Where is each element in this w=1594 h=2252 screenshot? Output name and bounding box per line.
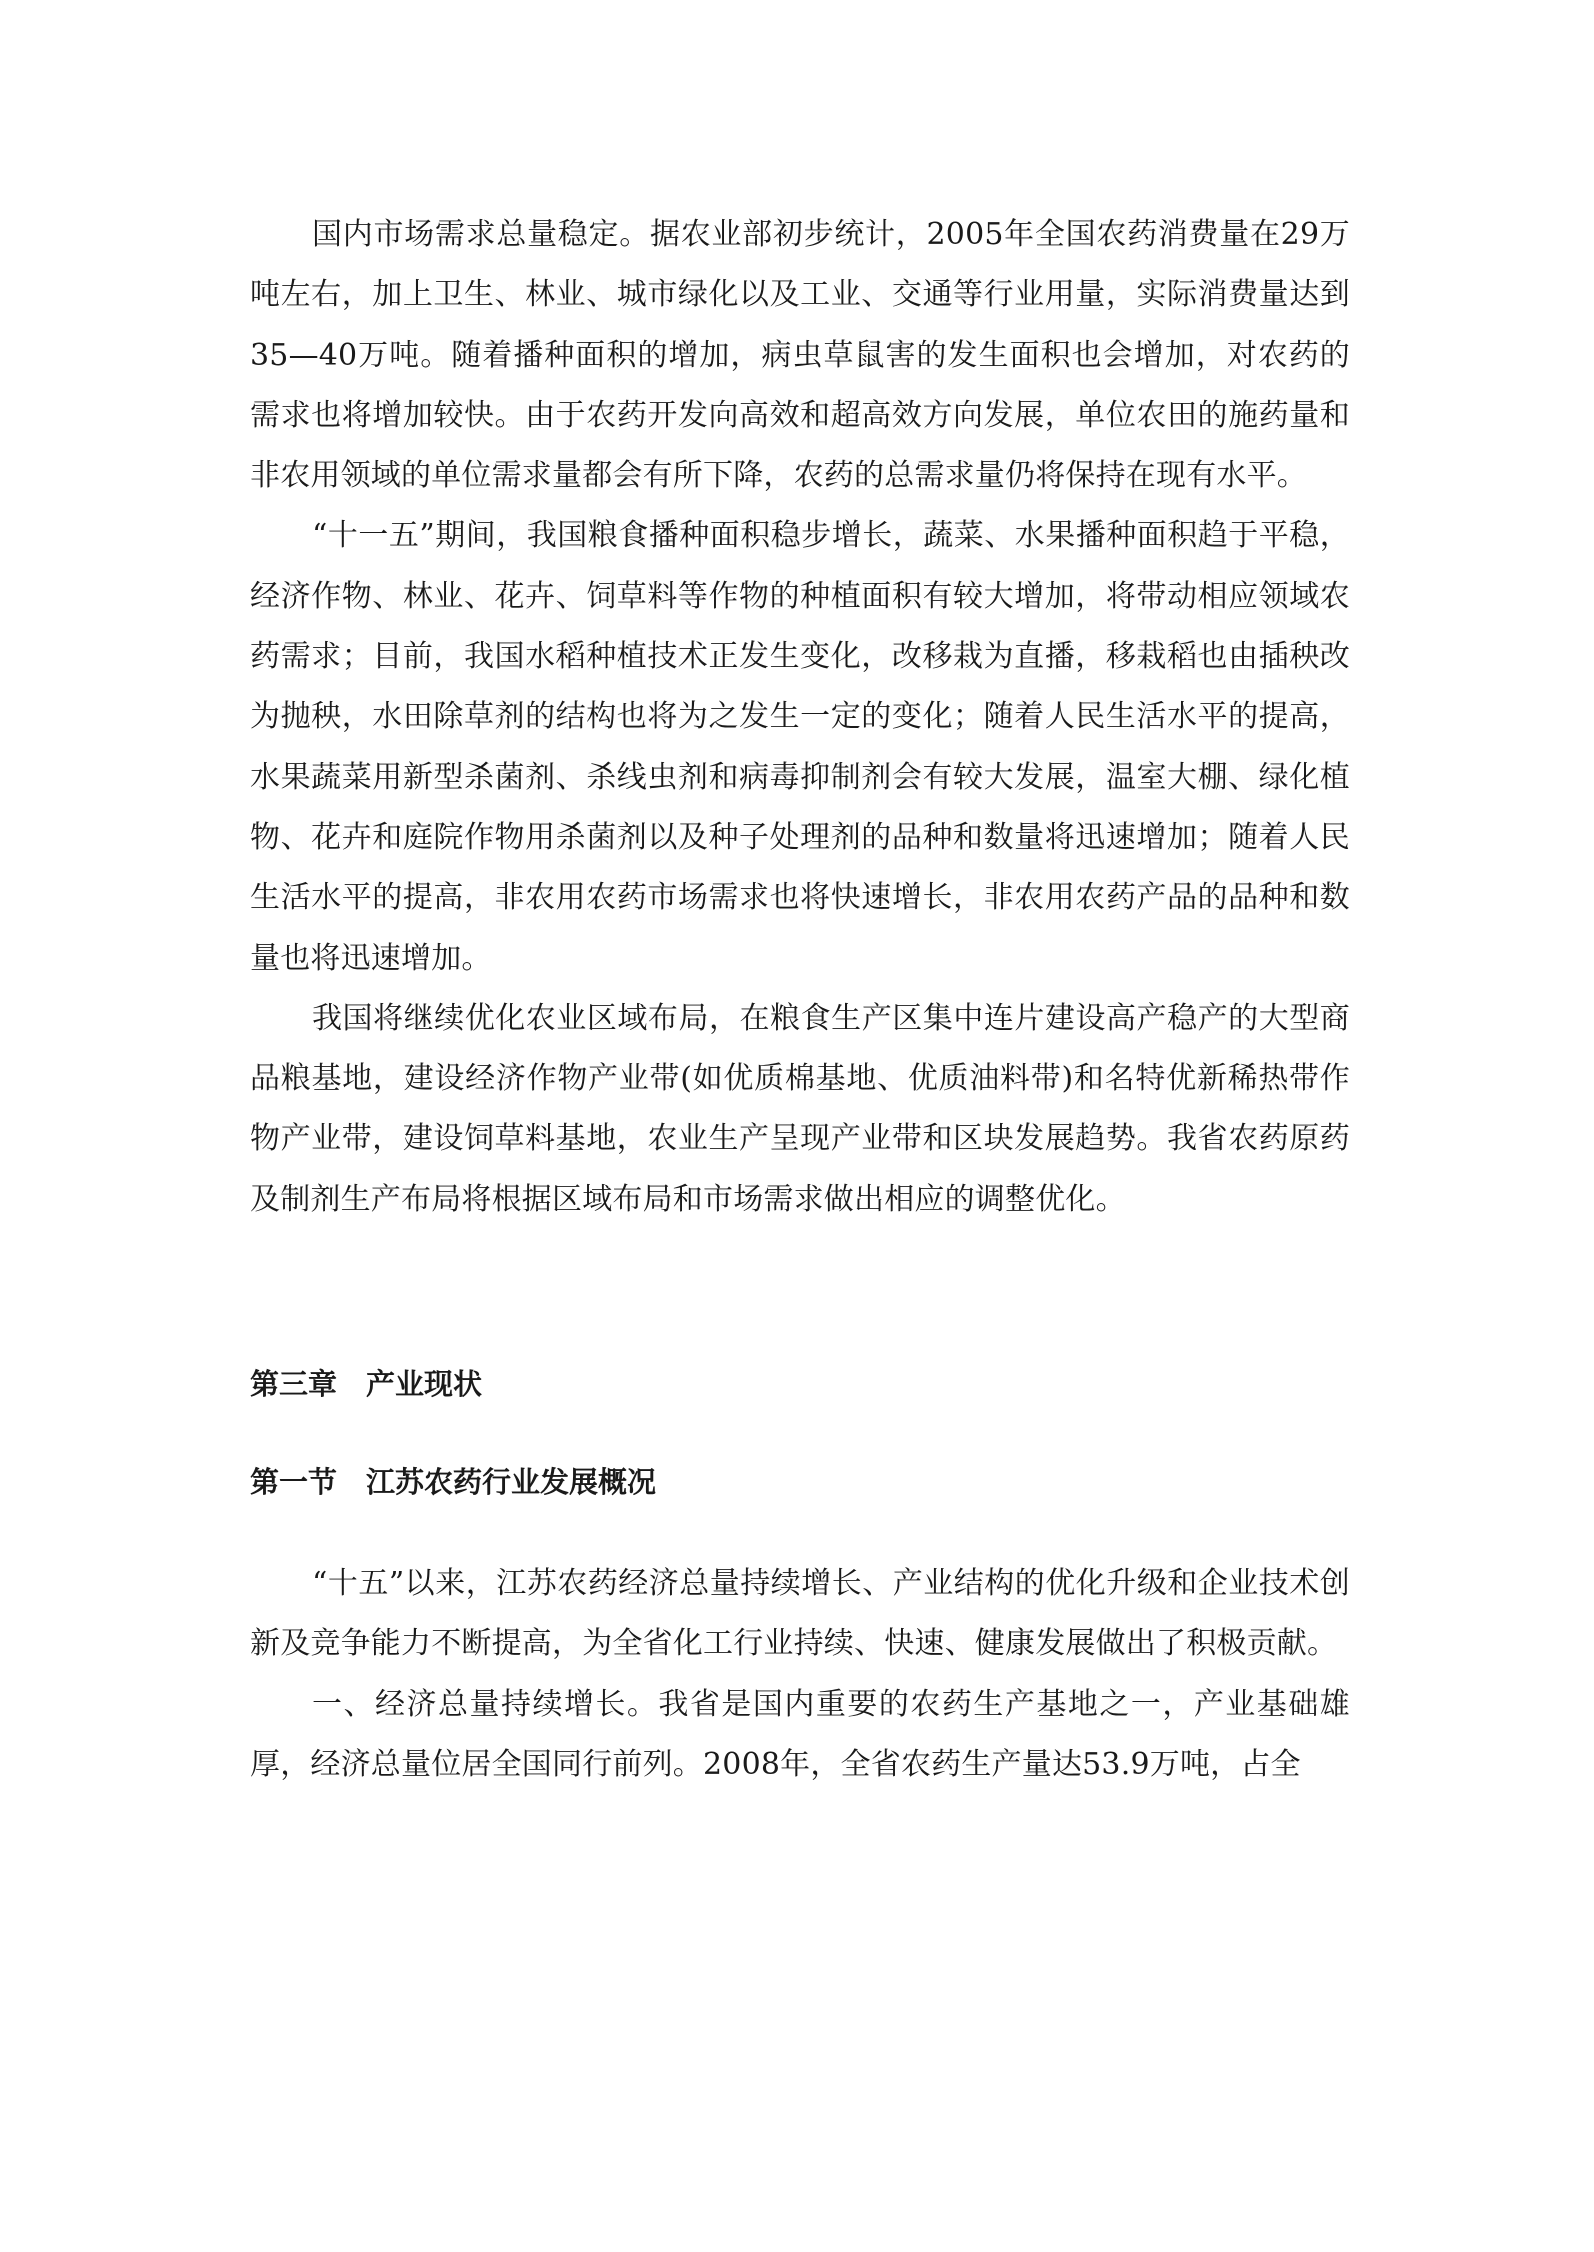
paragraph-domestic-demand: 国内市场需求总量稳定。据农业部初步统计，2005年全国农药消费量在29万吨左右，加上卫生、林业、城市绿化以及工业、交通等行业用量，实际消费量达到35—40万吨。随着播种面积的增加，病虫草鼠害的发生面积也会增加，对农药的需求也将增加较快。由于农药开发向高效和超高效方向发展，单位农田的施药量和非农用领域的单位需求量都会有所下降，农药的总需求量仍将保持在现有水平。 [250,217,1350,494]
paragraph-regional-layout: 我国将继续优化农业区域布局，在粮食生产区集中连片建设高产稳产的大型商品粮基地，建设经济作物产业带(如优质棉基地、优质油料带)和名特优新稀热带作物产业带，建设饲草料基地，农业生产呈现产业带和区块发展趋势。我省农药原药及制剂生产布局将根据区域布局和市场需求做出相应的调整优化。 [250,1000,1350,1217]
paragraph-eleventh-five-year: “十一五”期间，我国粮食播种面积稳步增长，蔬菜、水果播种面积趋于平稳，经济作物、林业、花卉、饲草料等作物的种植面积有较大增加，将带动相应领域农药需求；目前，我国水稻种植技术正发生变化，改移栽为直播，移栽稻也由插秧改为抛秧，水田除草剂的结构也将为之发生一定的变化；随着人民生活水平的提高，水果蔬菜用新型杀菌剂、杀线虫剂和病毒抑制剂会有较大发展，温室大棚、绿化植物、花卉和庭院作物用杀菌剂以及种子处理剂的品种和数量将迅速增加；随着人民生活水平的提高，非农用农药市场需求也将快速增长，非农用农药产品的品种和数量也将迅速增加。 [250,518,1350,976]
paragraph-tenth-five-year: “十五”以来，江苏农药经济总量持续增长、产业结构的优化升级和企业技术创新及竞争能力不断提高，为全省化工行业持续、快速、健康发展做出了积极贡献。 [250,1566,1350,1662]
chapter-heading: 第三章 产业现状 [250,1367,483,1402]
paragraph-economic-growth: 一、经济总量持续增长。我省是国内重要的农药生产基地之一，产业基础雄厚，经济总量位居全国同行前列。2008年，全省农药生产量达53.9万吨，占全 [250,1686,1350,1782]
section-heading: 第一节 江苏农药行业发展概况 [250,1465,657,1500]
document-page [250,205,1350,1795]
